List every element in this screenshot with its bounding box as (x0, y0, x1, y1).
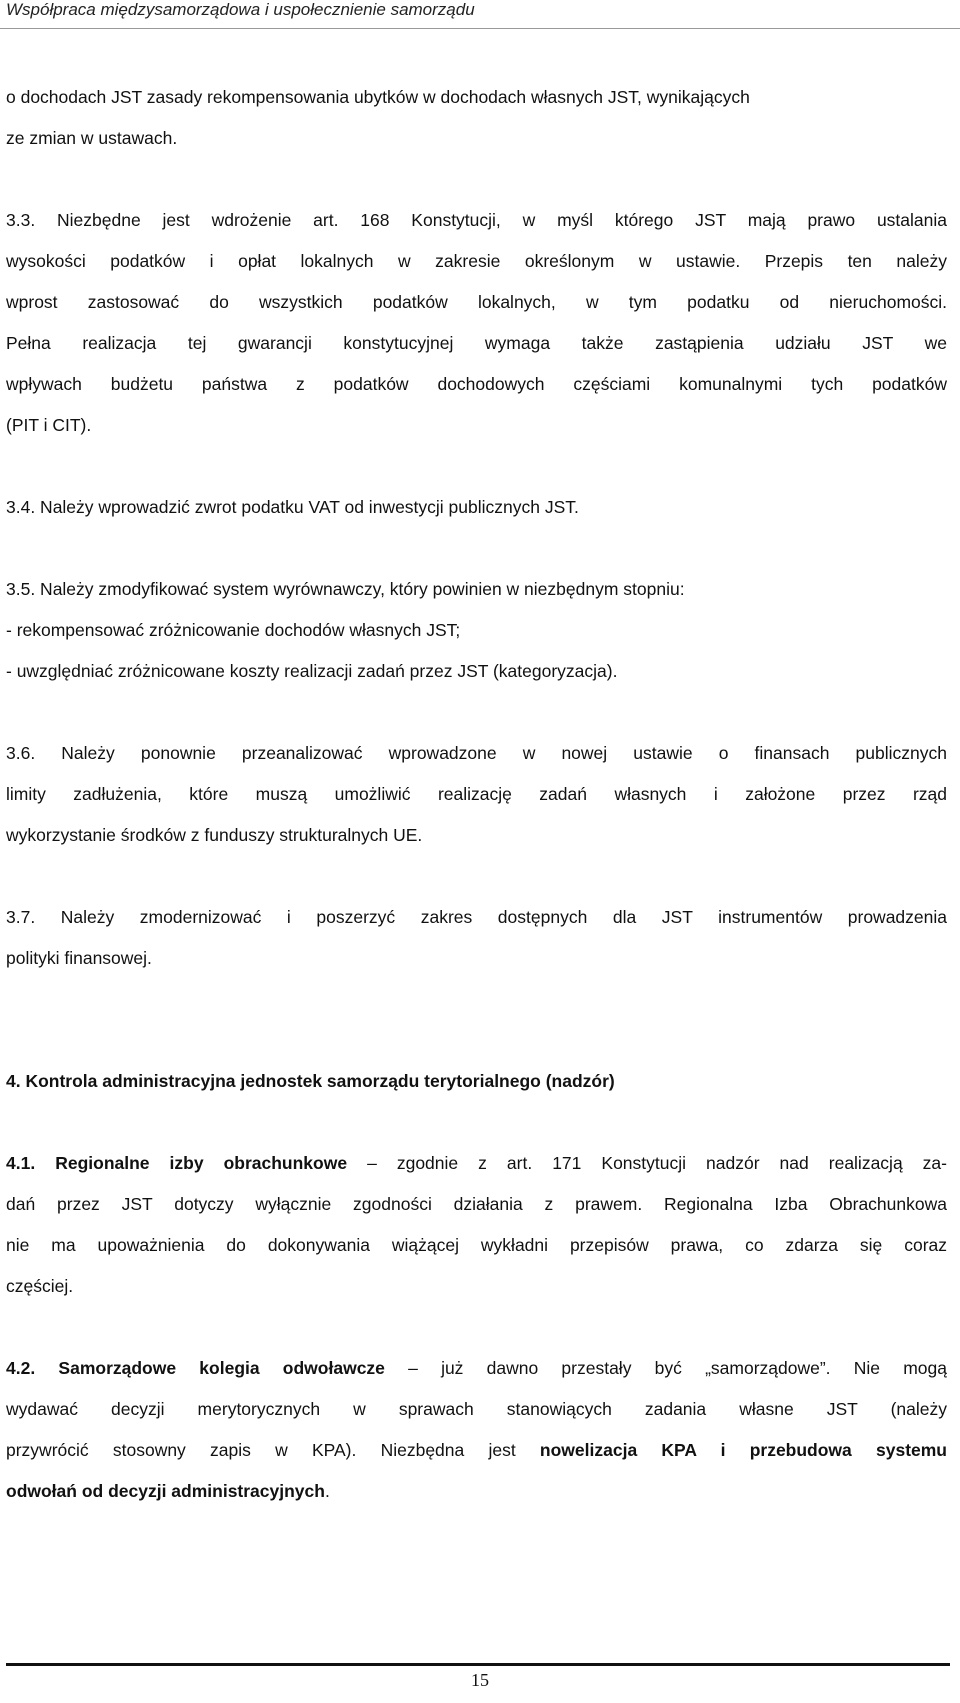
paragraph-line: wpływach budżetu państwa z podatków dochodowych częściami komunalnymi tych podatków (6, 374, 947, 394)
list-item: - rekompensować zróżnicowanie dochodów własnych JST; (6, 620, 461, 640)
paragraph-line: ze zmian w ustawach. (6, 128, 178, 148)
section-number: 4.1. (6, 1153, 36, 1173)
paragraph-line: Pełna realizacja tej gwarancji konstytucyjnej wymaga także zastąpienia udziału JST we (6, 333, 947, 353)
paragraph-line: 3.6. Należy ponownie przeanalizować wprowadzone w nowej ustawie o finansach publicznych (6, 743, 947, 763)
paragraph-line: wydawać decyzji merytorycznych w sprawach stanowiących zadania własne JST (należy (6, 1399, 947, 1419)
paragraph-line: 3.5. Należy zmodyfikować system wyrównawczy, który powinien w niezbędnym stopniu: (6, 579, 685, 599)
paragraph-line (6, 1480, 947, 1502)
paragraph-text: . (324, 1481, 330, 1501)
paragraph-line: o dochodach JST zasady rekompensowania ubytków w dochodach własnych JST, wynikających (6, 87, 750, 107)
paragraph-text: – już dawno przestały być „samorządowe”. Nie mogą (384, 1358, 947, 1378)
running-header: Współpraca międzysamorządowa i uspołecznienie samorządu (6, 0, 475, 19)
paragraph-line: wykorzystanie środków z funduszy strukturalnych UE. (6, 825, 423, 845)
paragraph-line: polityki finansowej. (6, 948, 152, 968)
paragraph-line: 3.4. Należy wprowadzić zwrot podatku VAT od inwestycji publicznych JST. (6, 497, 579, 517)
section-number: 4.2. (6, 1358, 36, 1378)
paragraph-line: wysokości podatków i opłat lokalnych w zakresie określonym w ustawie. Przepis ten należy (6, 251, 947, 271)
paragraph-line (6, 1357, 947, 1379)
emphasis-text: nowelizacja KPA i przebudowa systemu (539, 1440, 947, 1460)
paragraph-text: – zgodnie z art. 171 Konstytucji nadzór nad realizacją za- (347, 1153, 947, 1173)
page-number: 15 (471, 1670, 489, 1690)
paragraph-line: dań przez JST dotyczy wyłącznie zgodności działania z prawem. Regionalna Izba Obrachunkowa (6, 1194, 947, 1214)
section-heading: 4. Kontrola administracyjna jednostek samorządu terytorialnego (nadzór) (6, 1071, 615, 1091)
list-item: - uwzględniać zróżnicowane koszty realizacji zadań przez JST (kategoryzacja). (6, 661, 618, 681)
paragraph-line: 3.7. Należy zmodernizować i poszerzyć zakres dostępnych dla JST instrumentów prowadzenia (6, 907, 947, 927)
paragraph-line: wprost zastosować do wszystkich podatków lokalnych, w tym podatku od nieruchomości. (6, 292, 947, 312)
paragraph-line: nie ma upoważnienia do dokonywania wiążącej wykładni przepisów prawa, co zdarza się coraz (6, 1235, 947, 1255)
paragraph-line: częściej. (6, 1276, 74, 1296)
paragraph-line: limity zadłużenia, które muszą umożliwić realizację zadań własnych i założone przez rząd (6, 784, 947, 804)
paragraph-line: (PIT i CIT). (6, 415, 92, 435)
paragraph-line (6, 1152, 947, 1174)
paragraph-text: przywrócić stosowny zapis w KPA). Niezbędna jest (6, 1440, 540, 1460)
subsection-title: Regionalne izby obrachunkowe (55, 1153, 348, 1173)
paragraph-line: 3.3. Niezbędne jest wdrożenie art. 168 Konstytucji, w myśl którego JST mają prawo ustalania (6, 210, 947, 230)
header-rule (0, 28, 960, 29)
paragraph-line (6, 1439, 947, 1461)
footer-rule (6, 1663, 950, 1666)
emphasis-text: odwołań od decyzji administracyjnych (6, 1481, 325, 1501)
subsection-title: Samorządowe kolegia odwoławcze (58, 1358, 385, 1378)
